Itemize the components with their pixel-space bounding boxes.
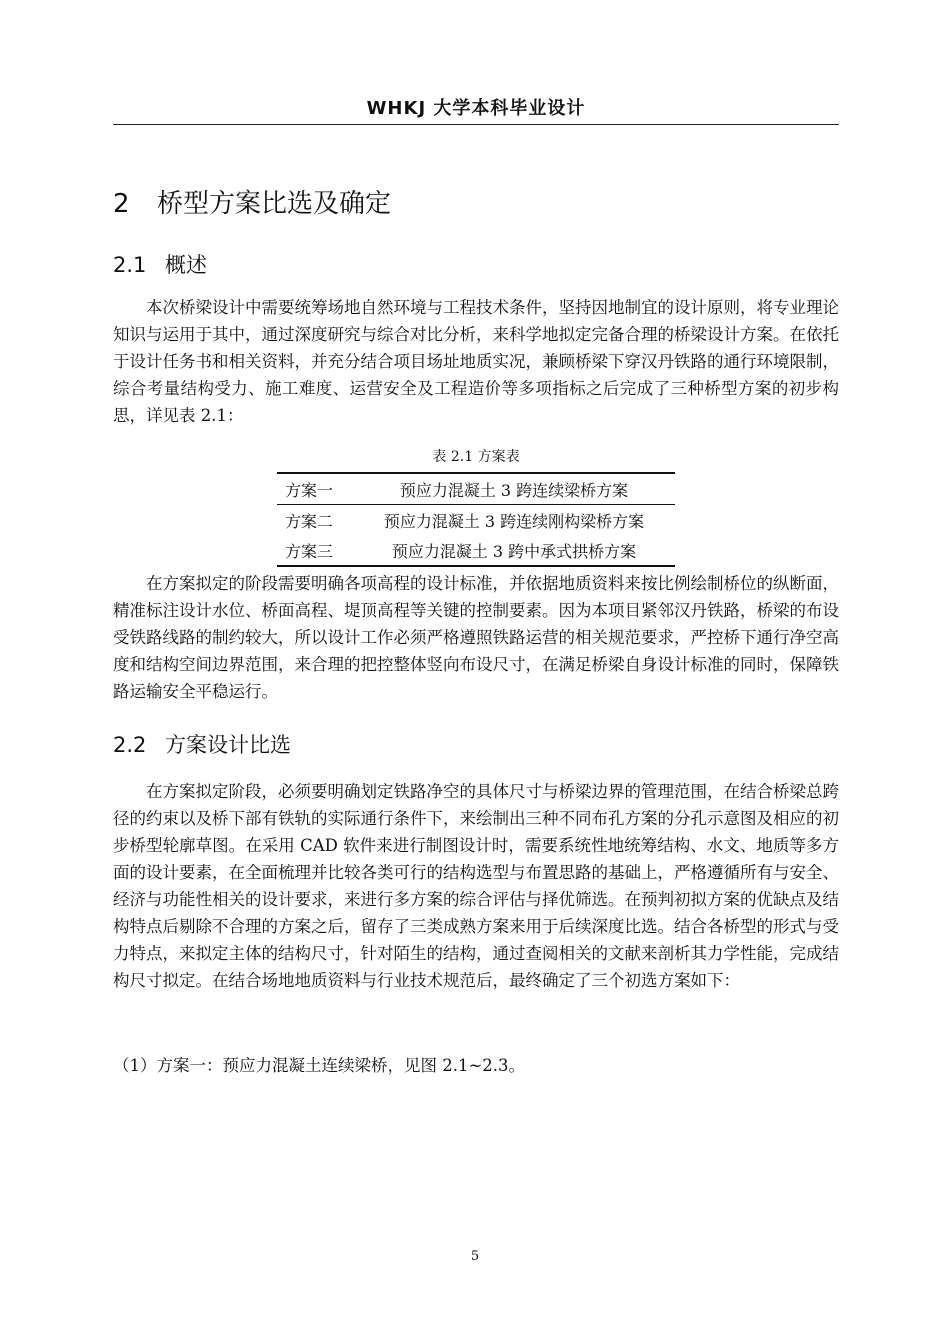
page-header: WHKJ 大学本科毕业设计 — [366, 98, 586, 119]
chapter-title — [113, 186, 391, 222]
scheme-description: 预应力混凝土 3 跨连续刚构梁桥方案 — [383, 511, 645, 531]
design-comparison-paragraph: 在方案拟定阶段，必须要明确划定铁路净空的具体尺寸与桥梁边界的管理范围，在结合桥梁总跨径的约束以及桥下部有铁轨的实际通行条件下，来绘制出三种不同布孔方案的分孔示意图及相应的初步桥型轮廓草图。在采用 CAD 软件来进行制图设计时，需要系统性地统筹结构、水文、地质等多方面的设计要素，在全面梳理并比较各类可行的结构选型与布置思路的基础上，严格遵循所有与安全、经济与功能性相关的设计要求，来进行多方案的综合评估与择优筛选。在预判初拟方案的优缺点及结构特点后剔除不合理的方案之后，留存了三类成熟方案来用于后续深度比选。结合各桥型的形式与受力特点，来拟定主体的结构尺寸，针对陌生的结构，通过查阅相关的文献来剖析其力学性能，完成结构尺寸拟定。在结合场地地质资料与行业技术规范后，最终确定了三个初选方案如下： — [113, 782, 839, 990]
chapter-number: 2 — [113, 189, 130, 219]
header-divider — [113, 124, 839, 125]
scheme-description: 预应力混凝土 3 跨连续梁桥方案 — [353, 473, 675, 505]
overview-paragraph: 本次桥梁设计中需要统筹场地自然环境与工程技术条件，坚持因地制宜的设计原则，将专业理论知识与运用于其中，通过深度研究与综合对比分析，来科学地拟定完备合理的桥梁设计方案。在依托于设计任务书和相关资料，并充分结合项目场址地质实况，兼顾桥梁下穿汉丹铁路的通行环境限制，综合考量结构受力、施工难度、运营安全及工程造价等多项指标之后完成了三种桥型方案的初步构思，详见表 2.1： — [113, 298, 839, 425]
section-number: 2.1 — [113, 253, 147, 277]
table-row — [277, 505, 675, 536]
section-title-text: 概述 — [165, 253, 207, 277]
scheme-label: 方案二 — [285, 511, 334, 531]
section-number: 2.2 — [113, 733, 147, 757]
section-title-overview — [113, 250, 207, 280]
scheme-one-item: （1）方案一：预应力混凝土连续梁桥，见图 2.1~2.3。 — [113, 1056, 526, 1075]
scheme-label: 方案三 — [285, 541, 334, 561]
section-title-text: 方案设计比选 — [165, 733, 291, 757]
table-caption: 表 2.1 方案表 — [432, 449, 520, 465]
section-title-design-comparison — [113, 730, 291, 760]
scheme-label: 方案一 — [277, 473, 353, 505]
scheme-table — [277, 472, 675, 567]
scheme-description: 预应力混凝土 3 跨中承式拱桥方案 — [391, 541, 637, 561]
chapter-title-text: 桥型方案比选及确定 — [157, 189, 392, 219]
elevation-paragraph: 在方案拟定的阶段需要明确各项高程的设计标准，并依据地质资料来按比例绘制桥位的纵断面，精准标注设计水位、桥面高程、堤顶高程等关键的控制要素。因为本项目紧邻汉丹铁路，桥梁的布设受铁路线路的制约较大，所以设计工作必须严格遵照铁路运营的相关规范要求，严控桥下通行净空高度和结构空间边界范围，来合理的把控整体竖向布设尺寸，在满足桥梁自身设计标准的同时，保障铁路运输安全平稳运行。 — [113, 574, 839, 701]
table-row — [277, 535, 675, 566]
table-row — [277, 473, 675, 505]
page-number: 5 — [470, 1249, 480, 1264]
